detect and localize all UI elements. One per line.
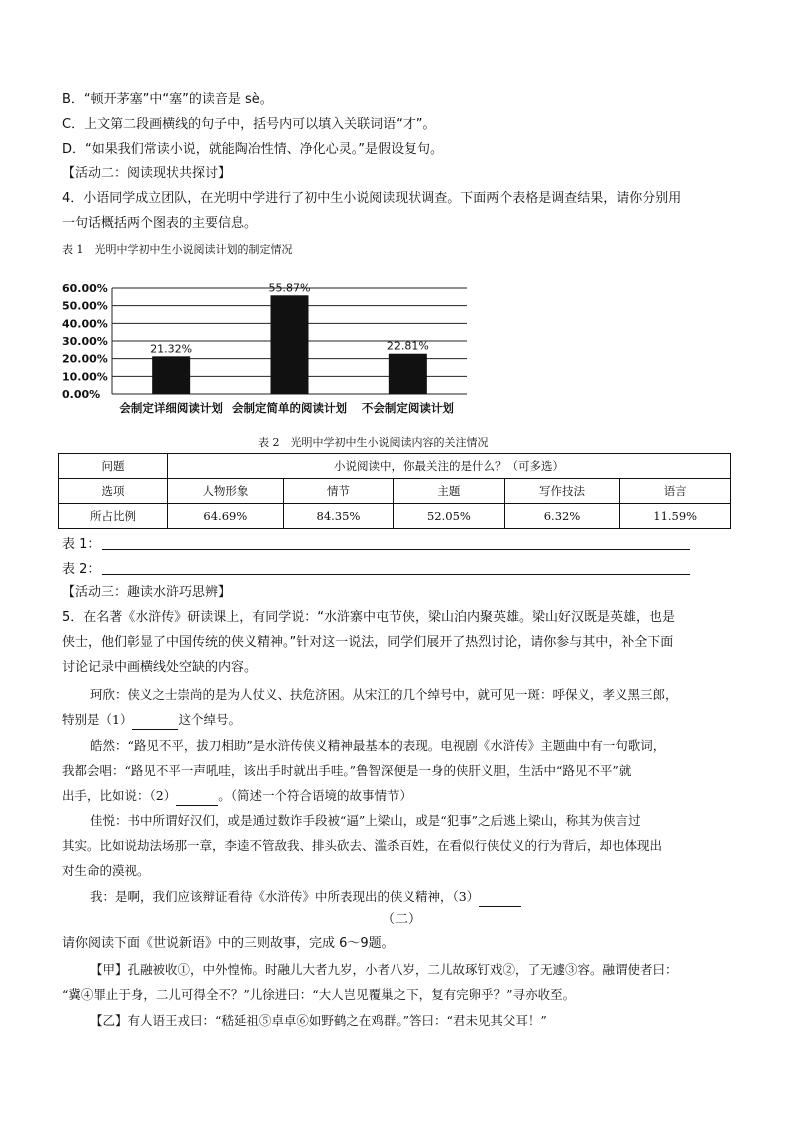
question-5-line1: 5．在名著《水浒传》研读课上，有同学说：“水浒寨中屯节侠，梁山泊内聚英雄。梁山好汉既是英雄，也是 [62,610,676,625]
table-2-caption: 表 2 光明中学初中生小说阅读内容的关注情况 [258,436,489,449]
discussion-kexin-line1: 珂欣：侠义之士崇尚的是为人仗义、扶危济困。从宋江的几个绰号中，就可见一斑：呼保义，孝义黑三郎， [90,687,678,702]
answer-line-table-2-label: 表 2： [62,562,101,577]
story-yi-line1: 【乙】有人语王戎曰：“嵇延祖⑤卓卓⑥如野鹤之在鸡群。”答曰：“君未见其父耳！” [90,1013,547,1028]
blank-1-suffix: 这个绰号。 [178,712,241,727]
blank-1-prefix: 特别是（1） [62,712,133,727]
chart-bar [152,356,190,394]
chart-y-tick-label: 40.00% [62,317,108,331]
section-2-heading: （二） [382,912,422,927]
chart-y-tick-label: 20.00% [62,352,108,366]
chart-1-bar-chart [62,262,482,422]
question-5-line3: 讨论记录中画横线处空缺的内容。 [62,660,258,675]
answer-line-table-2[interactable] [102,574,690,575]
chart-bar [271,295,309,394]
table-row [59,504,731,529]
story-jia-line1: 【甲】孔融被收①，中外惶怖。时融儿大者九岁，小者八岁，二儿故琢钉戏②，了无遽③容。融谓使者曰： [90,962,678,977]
table-row [59,454,731,479]
reading-intro: 请你阅读下面《世说新语》中的三则故事，完成 6～9题。 [62,936,395,951]
chart-1-caption: 表 1 光明中学初中生小说阅读计划的制定情况 [62,243,293,256]
discussion-haoran-line2: 我都会唱：“路见不平一声吼哇，该出手时就出手哇。”鲁智深便是一身的侠肝义胆，生活中“路见不平”就 [62,763,632,778]
blank-3-prefix: 我：是啊，我们应该辩证看待《水浒传》中所表现出的侠义精神，（3） [90,889,480,904]
table-cell-label: 选项 [59,479,168,504]
discussion-kexin-line2 [62,711,241,730]
chart-category-label: 会制定简单的阅读计划 [232,401,347,415]
discussion-me-line1 [90,888,521,907]
blank-3[interactable] [479,888,521,907]
table-cell-option: 写作技法 [504,479,620,504]
blank-1[interactable] [132,711,178,730]
table-cell-option: 主题 [394,479,504,504]
answer-line-table-1[interactable] [102,549,690,550]
table-cell-percent: 52.05% [394,504,504,529]
blank-2-prefix: 出手，比如说：（2） [62,788,177,803]
chart-category-label: 不会制定阅读计划 [361,401,454,415]
chart-y-tick-label: 0.00% [62,388,101,401]
table-cell-option: 情节 [283,479,393,504]
blank-2-suffix: 。（简述一个符合语境的故事情节） [218,788,412,803]
chart-y-tick-label: 50.00% [62,299,108,313]
activity-3-heading: 【活动三：趣读水浒巧思辨】 [62,585,232,600]
answer-line-table-1-label: 表 1： [62,537,101,552]
table-cell-question: 小说阅读中，你最关注的是什么？（可多选） [168,454,731,479]
chart-data-label: 22.81% [386,339,429,353]
story-jia-line2: “冀④罪止于身，二儿可得全不？”儿徐进曰：“大人岂见覆巢之下，复有完卵乎？”寻亦收至。 [62,987,576,1002]
table-cell-percent: 11.59% [620,504,731,529]
table-cell-percent: 84.35% [283,504,393,529]
table-cell-label: 所占比例 [59,504,168,529]
table-cell-option: 语言 [620,479,731,504]
chart-category-label: 会制定详细阅读计划 [119,401,223,415]
chart-y-tick-label: 10.00% [62,370,108,384]
table-cell-percent: 64.69% [168,504,284,529]
blank-2[interactable] [176,787,218,806]
table-2 [58,453,731,529]
question-4-line1: 4．小语同学成立团队，在光明中学进行了初中生小说阅读现状调查。下面两个表格是调查结果，请你分别用 [62,191,682,206]
chart-bar [389,354,427,394]
chart-data-label: 21.32% [150,342,193,356]
activity-2-heading: 【活动二：阅读现状共探讨】 [62,166,232,181]
table-cell-option: 人物形象 [168,479,284,504]
option-c: C．上文第二段画横线的句子中，括号内可以填入关联词语“才”。 [62,117,436,132]
discussion-jiayue-line3: 对生命的漠视。 [62,863,150,878]
chart-data-label: 55.87% [268,281,311,295]
discussion-haoran-line1: 皓然：“路见不平，拔刀相助”是水浒传侠义精神最基本的表现。电视剧《水浒传》主题曲中有一句歌词， [90,738,666,753]
discussion-haoran-line3 [62,787,412,806]
table-cell-percent: 6.32% [504,504,620,529]
option-d: D．“如果我们常读小说，就能陶冶性情、净化心灵。”是假设复句。 [62,142,443,157]
option-b: B．“顿开茅塞”中“塞”的读音是 sè。 [62,92,273,107]
chart-y-tick-label: 30.00% [62,335,108,348]
table-cell-label: 问题 [59,454,168,479]
discussion-jiayue-line2: 其实。比如说劫法场那一章，李逵不管敌我、排头砍去、滥杀百姓，在看似行侠仗义的行为背后，却也体现出 [62,838,663,853]
question-4-line2: 一句话概括两个图表的主要信息。 [62,216,258,231]
question-5-line2: 侠士，他们彰显了中国传统的侠义精神。”针对这一说法，同学们展开了热烈讨论，请你参与其中，补全下面 [62,635,674,650]
table-row [59,479,731,504]
discussion-jiayue-line1: 佳悦：书中所谓好汉们，或是通过数诈手段被“逼”上梁山，或是“犯事”之后逃上梁山，称其为侠言过 [90,813,641,828]
chart-y-tick-label: 60.00% [62,282,108,295]
